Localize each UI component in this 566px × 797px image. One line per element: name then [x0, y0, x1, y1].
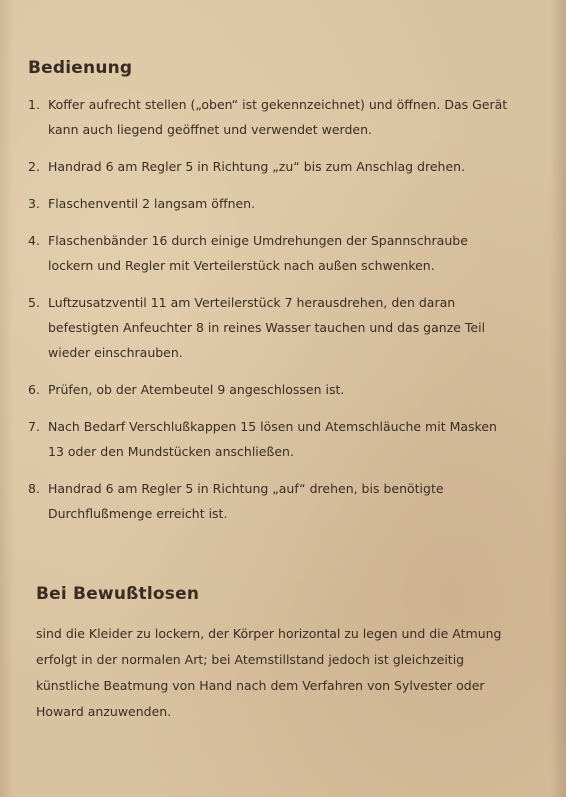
- instruction-step: [28, 414, 508, 464]
- instruction-list: [28, 92, 508, 538]
- instruction-step: [28, 228, 508, 278]
- section-title-bedienung: Bedienung: [28, 58, 133, 78]
- step-text: Handrad 6 am Regler 5 in Richtung „zu“ bis zum Anschlag drehen.: [48, 159, 466, 174]
- step-number: 5.: [28, 295, 40, 310]
- instruction-step: [28, 154, 508, 179]
- step-text: Flaschenventil 2 langsam öffnen.: [48, 196, 256, 211]
- step-text: Handrad 6 am Regler 5 in Richtung „auf“ drehen, bis benötigte Durchflußmenge erreicht ist.: [48, 481, 444, 521]
- section-title-bewusstlosen: Bei Bewußtlosen: [36, 584, 200, 604]
- step-number: 8.: [28, 481, 40, 496]
- instruction-step: [28, 377, 508, 402]
- step-number: 7.: [28, 419, 40, 434]
- instruction-step: [28, 290, 508, 365]
- instruction-step: [28, 92, 508, 142]
- step-number: 4.: [28, 233, 40, 248]
- instruction-step: [28, 191, 508, 216]
- step-text: Prüfen, ob der Atembeutel 9 angeschlossen ist.: [48, 382, 345, 397]
- step-number: 6.: [28, 382, 40, 397]
- step-text: Flaschenbänder 16 durch einige Umdrehungen der Spannschraube lockern und Regler mit Verteilerstück nach außen schwenken.: [48, 233, 468, 273]
- instruction-step: [28, 476, 508, 526]
- step-number: 1.: [28, 97, 40, 112]
- step-text: Nach Bedarf Verschlußkappen 15 lösen und Atemschläuche mit Masken 13 oder den Mundstücken anschließen.: [48, 419, 497, 459]
- step-text: Luftzusatzventil 11 am Verteilerstück 7 herausdrehen, den daran befestigten Anfeuchter 8 in reines Wasser tauchen und das ganze Teil wieder einschrauben.: [48, 295, 486, 360]
- step-number: 3.: [28, 196, 40, 211]
- step-text: Koffer aufrecht stellen („oben“ ist gekennzeichnet) und öffnen. Das Gerät kann auch liegend geöffnet und verwendet werden.: [48, 97, 508, 137]
- step-number: 2.: [28, 159, 40, 174]
- bewusstlosen-paragraph: sind die Kleider zu lockern, der Körper horizontal zu legen und die Atmung erfolgt in der normalen Art; bei Atemstillstand jedoch ist gleichzeitig künstliche Beatmung von Hand nach dem Verfahren von Sylvester oder Howard anzuwenden.: [36, 626, 502, 719]
